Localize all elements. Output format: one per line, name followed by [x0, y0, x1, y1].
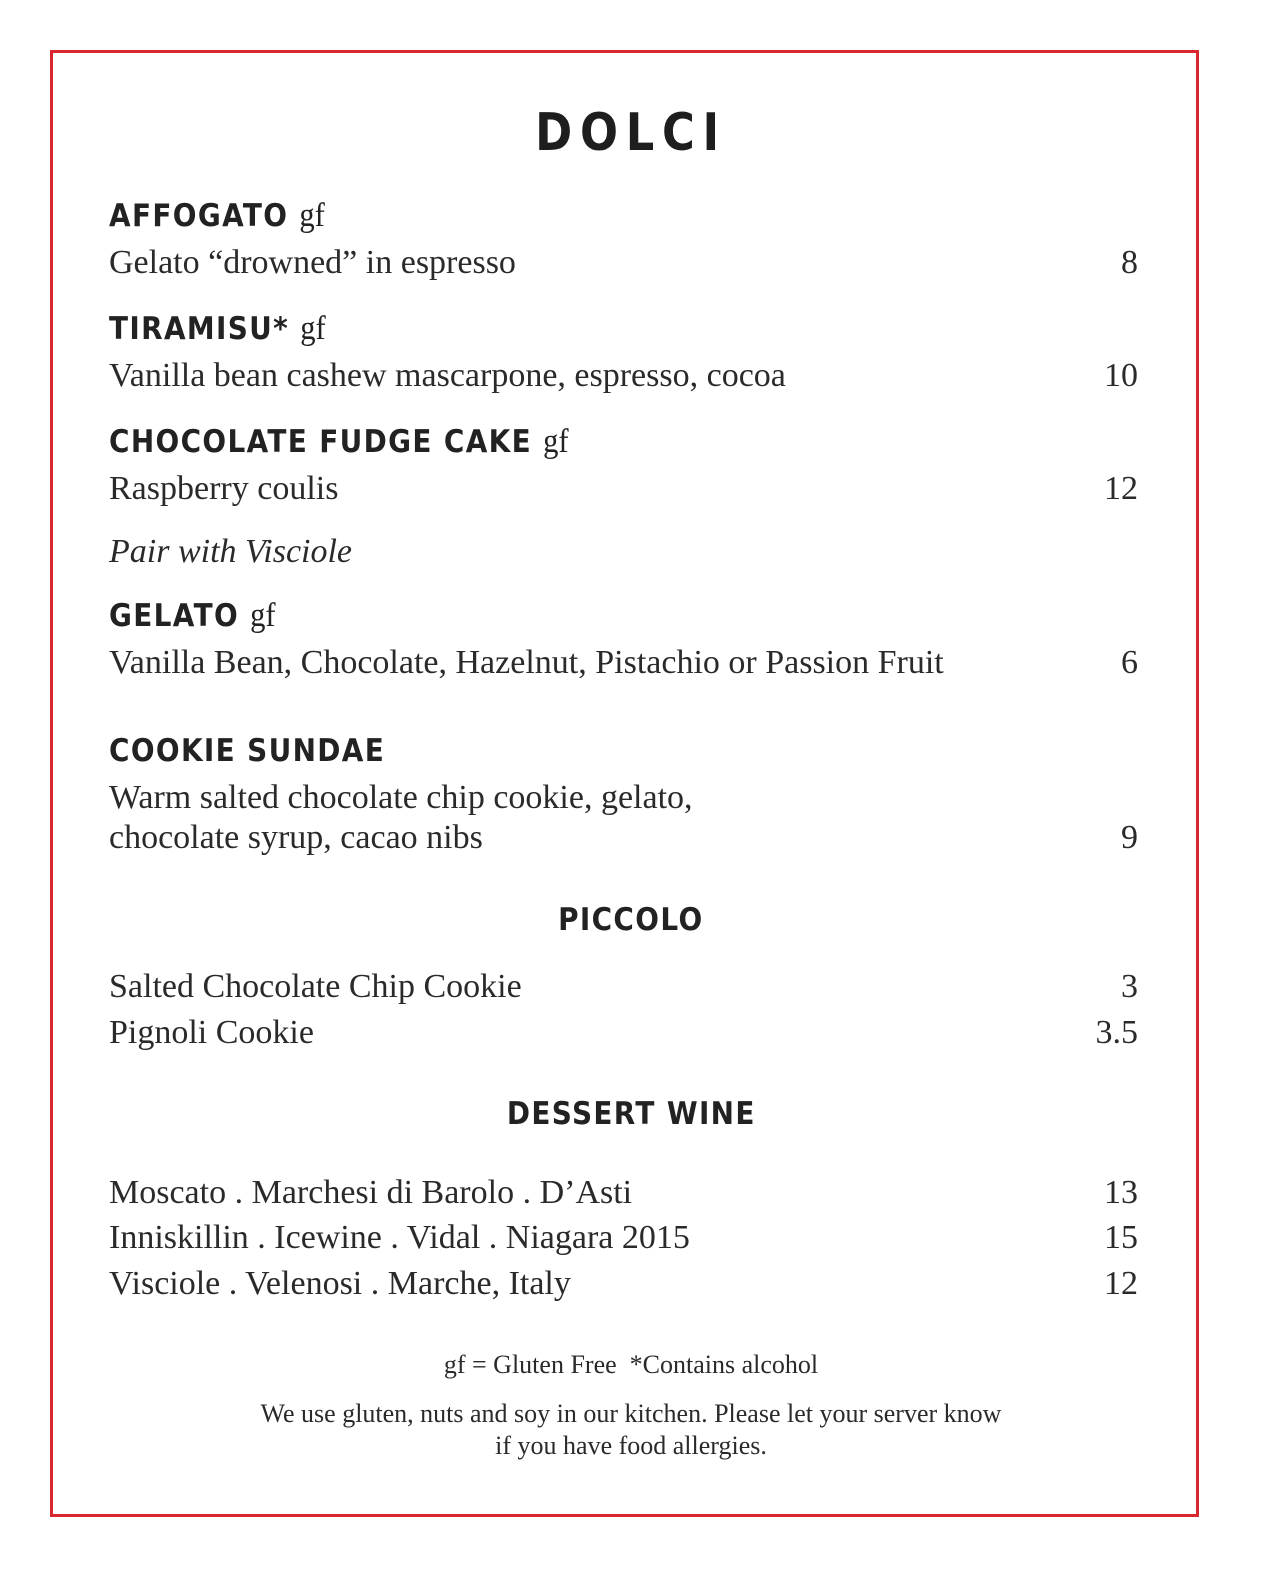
- item-name-affogato: AFFOGATO gf: [109, 197, 325, 234]
- pairing-note: Pair with Visciole: [109, 533, 353, 570]
- item-price-gelato: 6: [1121, 644, 1138, 681]
- item-description-cookie-sundae-line-1: Warm salted chocolate chip cookie, gelato,: [109, 779, 693, 816]
- piccolo-item: Pignoli Cookie: [109, 1014, 314, 1051]
- wine-item: Moscato . Marchesi di Barolo . D’Asti: [109, 1174, 633, 1211]
- allergy-note-line-2: if you have food allergies.: [495, 1431, 767, 1460]
- gluten-free-tag: gf: [299, 197, 325, 234]
- piccolo-item: Salted Chocolate Chip Cookie: [109, 968, 522, 1005]
- item-name-tiramisu: TIRAMISU* gf: [109, 310, 326, 347]
- wine-price: 15: [1104, 1219, 1138, 1256]
- wine-item: Visciole . Velenosi . Marche, Italy: [109, 1265, 571, 1302]
- legend-note: gf = Gluten Free *Contains alcohol: [443, 1350, 819, 1379]
- gluten-free-tag: gf: [300, 310, 326, 347]
- item-price-tiramisu: 10: [1104, 357, 1138, 394]
- item-price-affogato: 8: [1121, 244, 1138, 281]
- item-description-cookie-sundae-line-2: chocolate syrup, cacao nibs: [109, 819, 483, 856]
- wine-price: 13: [1104, 1174, 1138, 1211]
- menu-title: DOLCI: [535, 103, 727, 163]
- item-description-affogato: Gelato “drowned” in espresso: [109, 244, 516, 281]
- item-price-chocolate-fudge-cake: 12: [1104, 470, 1138, 507]
- piccolo-price: 3: [1121, 968, 1138, 1005]
- piccolo-price: 3.5: [1095, 1014, 1138, 1051]
- item-description-tiramisu: Vanilla bean cashew mascarpone, espresso, cocoa: [109, 357, 786, 394]
- section-heading-piccolo: PICCOLO: [558, 902, 704, 938]
- item-name-cookie-sundae: COOKIE SUNDAE: [109, 733, 386, 769]
- gluten-free-tag: gf: [543, 423, 569, 460]
- section-heading-dessert-wine: DESSERT WINE: [506, 1096, 756, 1132]
- wine-item: Inniskillin . Icewine . Vidal . Niagara 2015: [109, 1219, 690, 1256]
- gluten-free-tag: gf: [250, 597, 276, 634]
- allergy-note-line-1: We use gluten, nuts and soy in our kitchen. Please let your server know: [260, 1399, 1002, 1428]
- item-description-chocolate-fudge-cake: Raspberry coulis: [109, 470, 339, 507]
- item-price-cookie-sundae: 9: [1121, 819, 1138, 856]
- item-name-chocolate-fudge-cake: CHOCOLATE FUDGE CAKE gf: [109, 423, 569, 460]
- item-name-gelato: GELATO gf: [109, 597, 276, 634]
- wine-price: 12: [1104, 1265, 1138, 1302]
- item-description-gelato: Vanilla Bean, Chocolate, Hazelnut, Pistachio or Passion Fruit: [109, 644, 944, 681]
